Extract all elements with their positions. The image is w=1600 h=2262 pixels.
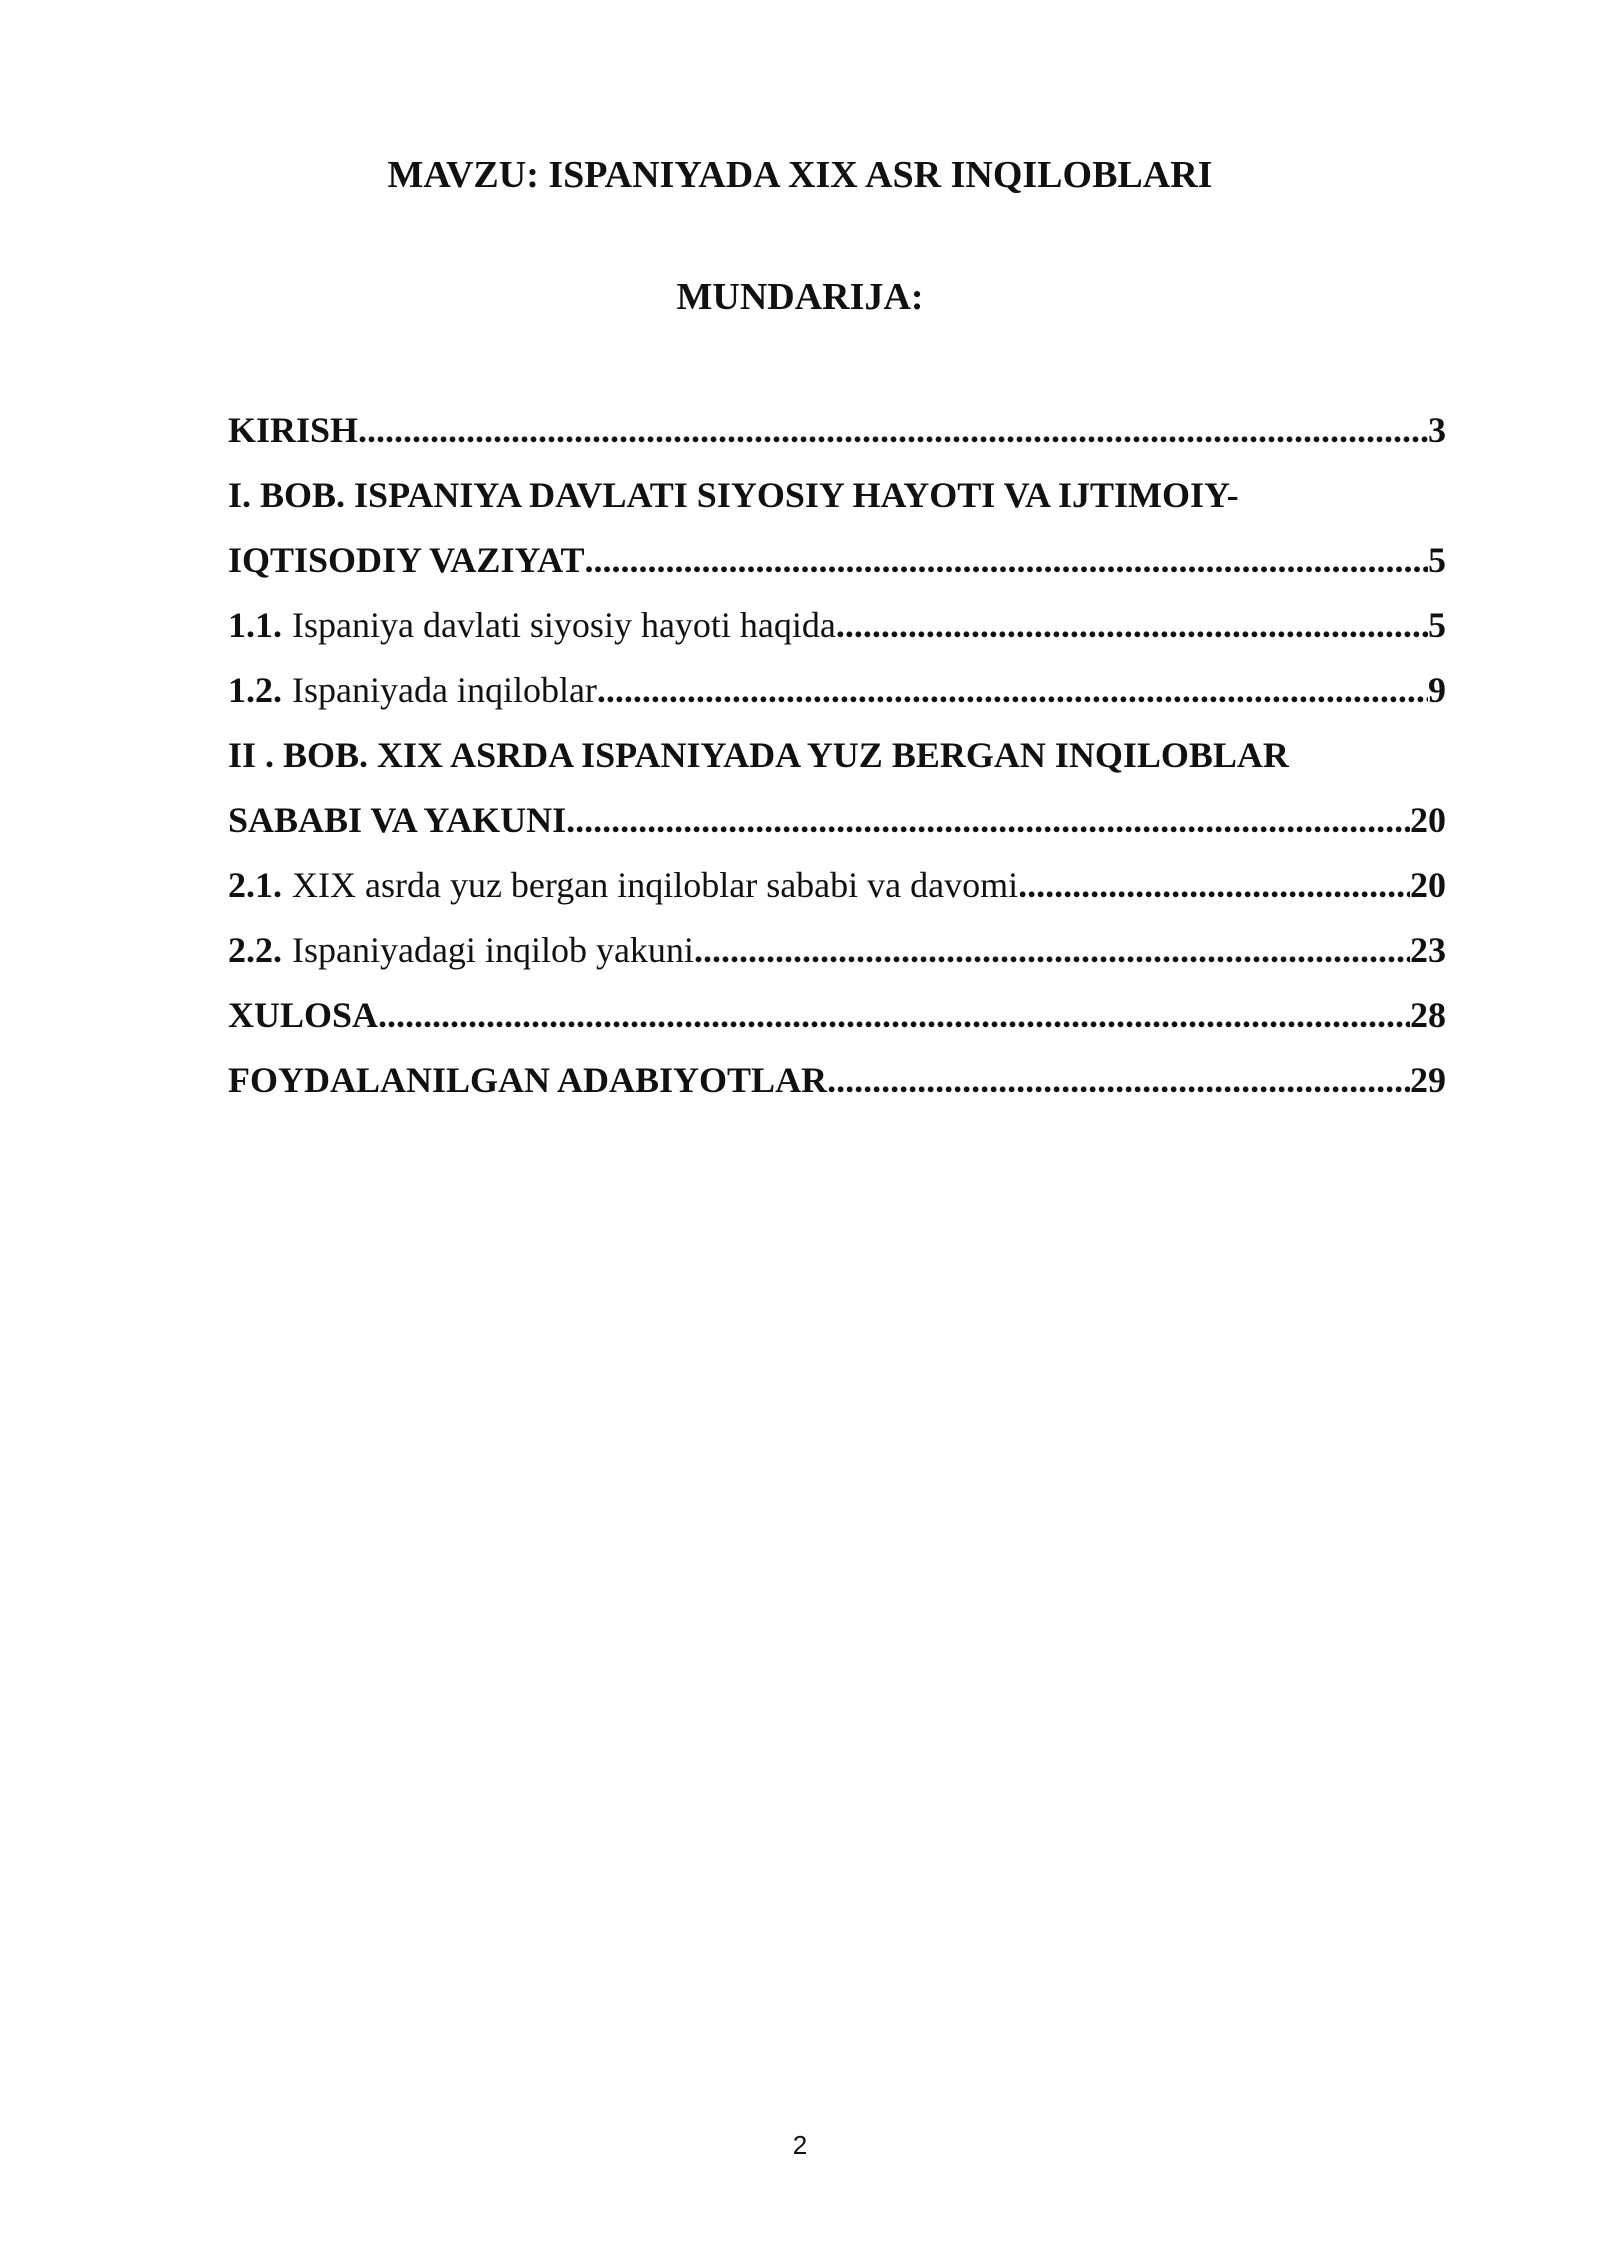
toc-entry-label-wrap	[228, 593, 836, 658]
dot-leader	[1018, 853, 1410, 918]
toc-entry-number: 1.1.	[228, 605, 282, 645]
toc-entry-label: SABABI VA YAKUNI	[228, 800, 567, 840]
toc-entry-bob2-line1[interactable]	[228, 723, 1446, 788]
toc-entry-label: Ispaniyadagi inqilob yakuni	[292, 930, 694, 970]
toc-entry-2-2[interactable]	[228, 918, 1446, 983]
toc-entry-bob1-line2[interactable]	[228, 528, 1446, 593]
toc-entry-label: XIX asrda yuz bergan inqiloblar sababi va davomi	[292, 865, 1019, 905]
toc-entry-label: Ispaniyada inqiloblar	[292, 670, 597, 710]
toc-entry-page: 20	[1410, 865, 1446, 905]
toc-entry-number: 2.1.	[228, 865, 282, 905]
toc-entry-page: 5	[1428, 605, 1446, 645]
dot-leader	[566, 788, 1410, 853]
toc-entry-bob2-line2[interactable]	[228, 788, 1446, 853]
toc-entry-page: 9	[1428, 670, 1446, 710]
toc-entry-label-wrap	[228, 658, 597, 723]
toc-entry-label: II . BOB. XIX ASRDA ISPANIYADA YUZ BERGAN INQILOBLAR	[228, 735, 1289, 775]
dot-leader	[836, 593, 1428, 658]
toc-entry-kirish[interactable]	[228, 398, 1446, 463]
toc-entry-page: 28	[1410, 995, 1446, 1035]
toc-entry-bob1-line1[interactable]	[228, 463, 1446, 528]
toc-entry-1-2[interactable]	[228, 658, 1446, 723]
toc-entry-xulosa[interactable]	[228, 983, 1446, 1048]
page-title: MAVZU: ISPANIYADA XIX ASR INQILOBLARI	[387, 154, 1213, 196]
toc-entry-page: 29	[1410, 1060, 1446, 1100]
toc-entry-2-1[interactable]	[228, 853, 1446, 918]
toc-entry-number: 1.2.	[228, 670, 282, 710]
toc-entry-page: 20	[1410, 800, 1446, 840]
toc-entry-page: 23	[1410, 930, 1446, 970]
toc-entry-label: KIRISH	[228, 410, 359, 450]
toc-entry-page: 3	[1428, 410, 1446, 450]
toc-entry-label-wrap	[228, 853, 1018, 918]
dot-leader	[827, 1048, 1410, 1113]
dot-leader	[584, 528, 1428, 593]
toc-entry-label: I. BOB. ISPANIYA DAVLATI SIYOSIY HAYOTI VA IJTIMOIY-	[228, 475, 1239, 515]
toc-entry-label: FOYDALANILGAN ADABIYOTLAR	[228, 1060, 828, 1100]
toc-entry-label-wrap	[228, 918, 694, 983]
dot-leader	[597, 658, 1428, 723]
table-of-contents	[228, 398, 1446, 1113]
toc-entry-number: 2.2.	[228, 930, 282, 970]
dot-leader	[694, 918, 1410, 983]
toc-entry-page: 5	[1428, 540, 1446, 580]
toc-entry-label: Ispaniya davlati siyosiy hayoti haqida	[292, 605, 836, 645]
toc-entry-1-1[interactable]	[228, 593, 1446, 658]
toc-heading: MUNDARIJA:	[676, 276, 924, 318]
toc-entry-label: IQTISODIY VAZIYAT	[228, 540, 585, 580]
toc-entry-adabiyotlar[interactable]	[228, 1048, 1446, 1113]
dot-leader	[358, 398, 1428, 463]
toc-entry-label: XULOSA	[228, 995, 379, 1035]
dot-leader	[378, 983, 1410, 1048]
page-number: 2	[792, 2130, 808, 2160]
